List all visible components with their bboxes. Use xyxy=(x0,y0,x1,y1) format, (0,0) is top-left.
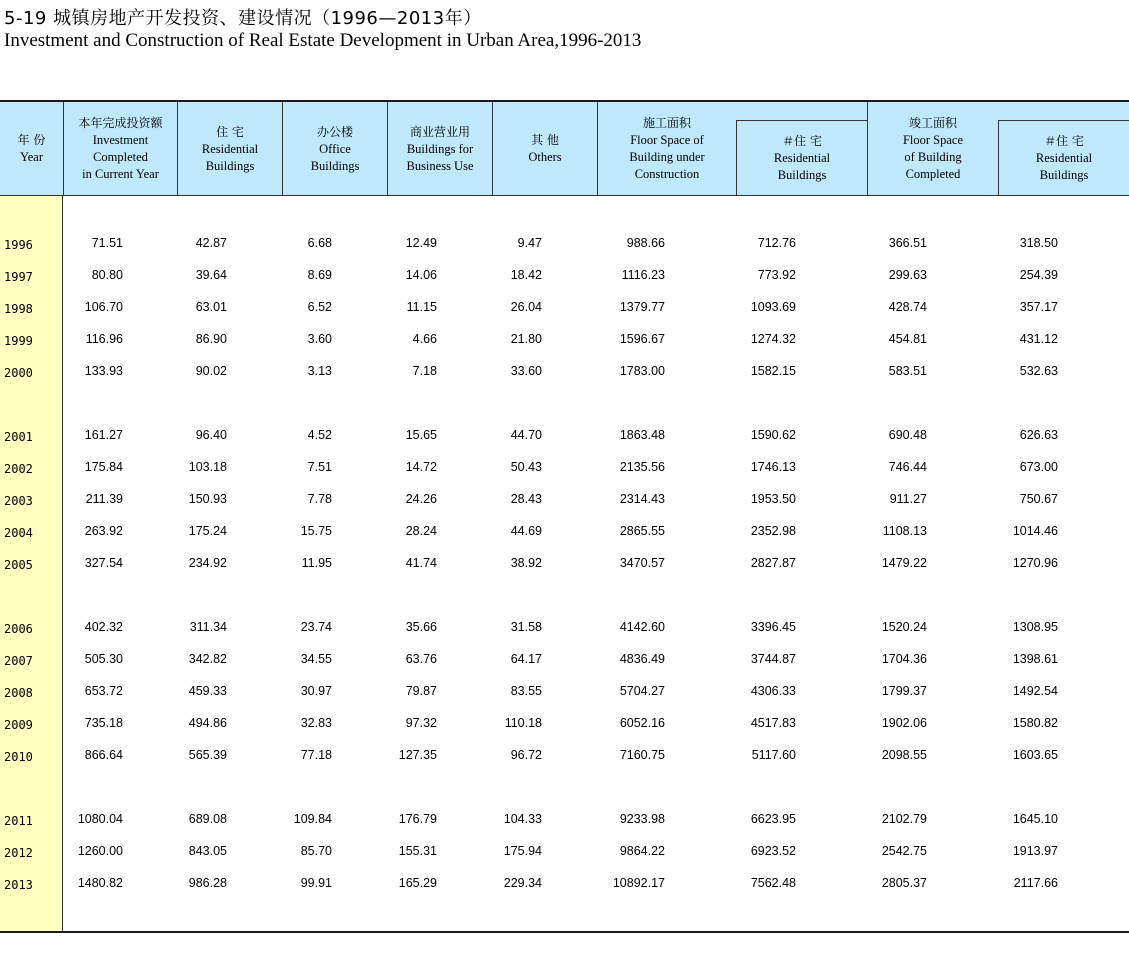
cell-value: 109.84 xyxy=(293,812,332,826)
cell-value: 357.17 xyxy=(1019,300,1058,314)
cell-value: 1093.69 xyxy=(750,300,796,314)
cell-value: 7.51 xyxy=(307,460,332,474)
cell-value: 8.69 xyxy=(307,268,332,282)
header-year-zh: 年 份 xyxy=(17,133,46,147)
cell-value: 5117.60 xyxy=(751,748,796,762)
cell-value: 12.49 xyxy=(405,236,437,250)
header-business xyxy=(387,102,492,196)
header-floor-under-en1: Floor Space of xyxy=(630,133,704,147)
cell-year: 1999 xyxy=(4,334,33,348)
cell-value: 311.34 xyxy=(189,620,227,634)
cell-value: 86.90 xyxy=(195,332,227,346)
cell-value: 4.52 xyxy=(307,428,332,442)
cell-value: 1704.36 xyxy=(881,652,927,666)
table-row xyxy=(0,324,1129,356)
cell-year: 2012 xyxy=(4,846,33,860)
cell-value: 505.30 xyxy=(84,652,123,666)
cell-value: 63.76 xyxy=(405,652,437,666)
header-office-en2: Buildings xyxy=(310,158,360,173)
cell-value: 318.50 xyxy=(1019,236,1058,250)
header-residential-en1: Residential xyxy=(201,141,259,156)
cell-value: 735.18 xyxy=(84,716,123,730)
cell-value: 1308.95 xyxy=(1012,620,1058,634)
header-floor-completed xyxy=(867,102,998,196)
cell-value: 454.81 xyxy=(888,332,927,346)
header-year-en: Year xyxy=(19,150,44,164)
cell-value: 6623.95 xyxy=(750,812,796,826)
cell-value: 653.72 xyxy=(84,684,123,698)
cell-year: 2000 xyxy=(4,366,33,380)
header-floor-under-construction xyxy=(597,102,736,196)
header-investment-en3: in Current Year xyxy=(82,167,159,181)
header-floor-under-en3: Construction xyxy=(634,167,700,181)
cell-value: 626.63 xyxy=(1019,428,1058,442)
cell-year: 1998 xyxy=(4,302,33,316)
cell-value: 34.55 xyxy=(300,652,332,666)
cell-value: 3744.87 xyxy=(750,652,796,666)
cell-value: 234.92 xyxy=(188,556,227,570)
cell-value: 127.35 xyxy=(398,748,437,762)
header-floor-under-res-en2: Buildings xyxy=(777,168,827,182)
cell-value: 6.68 xyxy=(307,236,332,250)
cell-value: 4306.33 xyxy=(750,684,796,698)
cell-value: 342.82 xyxy=(188,652,227,666)
cell-year: 2002 xyxy=(4,462,33,476)
cell-value: 1014.46 xyxy=(1012,524,1058,538)
cell-value: 773.92 xyxy=(757,268,796,282)
header-investment-en2: Completed xyxy=(93,150,148,164)
cell-value: 1590.62 xyxy=(750,428,796,442)
cell-year: 2013 xyxy=(4,878,33,892)
cell-value: 1479.22 xyxy=(881,556,927,570)
cell-value: 30.97 xyxy=(300,684,332,698)
cell-value: 3.60 xyxy=(307,332,332,346)
cell-value: 2352.98 xyxy=(750,524,796,538)
table-row xyxy=(0,804,1129,836)
cell-value: 38.92 xyxy=(510,556,542,570)
cell-value: 7.18 xyxy=(412,364,437,378)
cell-year: 1996 xyxy=(4,238,33,252)
cell-value: 2542.75 xyxy=(881,844,927,858)
header-business-en1: Buildings for xyxy=(406,141,474,156)
cell-value: 3.13 xyxy=(307,364,332,378)
cell-value: 64.17 xyxy=(510,652,542,666)
cell-value: 1603.65 xyxy=(1012,748,1058,762)
header-office-en1: Office xyxy=(319,141,351,156)
header-floor-completed-res-en2: Buildings xyxy=(1039,168,1089,182)
table-header xyxy=(0,100,1129,196)
cell-value: 9864.22 xyxy=(619,844,665,858)
cell-value: 1260.00 xyxy=(77,844,123,858)
header-floor-completed-en3: Completed xyxy=(905,167,961,181)
cell-value: 1863.48 xyxy=(619,428,665,442)
header-investment-zh: 本年完成投资额 xyxy=(78,116,163,130)
cell-value: 15.65 xyxy=(405,428,437,442)
cell-value: 6923.52 xyxy=(750,844,796,858)
cell-value: 99.91 xyxy=(300,876,332,890)
header-floor-under-en2: Building under xyxy=(629,150,705,164)
cell-value: 254.39 xyxy=(1019,268,1058,282)
cell-value: 39.64 xyxy=(195,268,227,282)
header-floor-under-res-en1: Residential xyxy=(773,151,831,165)
cell-value: 2102.79 xyxy=(881,812,927,826)
table-row xyxy=(0,740,1129,772)
cell-value: 44.69 xyxy=(510,524,542,538)
cell-year: 1997 xyxy=(4,270,33,284)
cell-value: 116.96 xyxy=(85,332,123,346)
cell-value: 14.72 xyxy=(405,460,437,474)
cell-value: 79.87 xyxy=(405,684,437,698)
table-title-chinese: 5-19 城镇房地产开发投资、建设情况（1996—2013年） xyxy=(4,8,482,29)
cell-value: 71.51 xyxy=(91,236,123,250)
cell-value: 97.32 xyxy=(405,716,437,730)
cell-value: 21.80 xyxy=(510,332,542,346)
cell-value: 229.34 xyxy=(503,876,542,890)
cell-value: 1108.13 xyxy=(882,524,927,538)
table-row xyxy=(0,484,1129,516)
cell-value: 1645.10 xyxy=(1012,812,1058,826)
cell-value: 175.24 xyxy=(188,524,227,538)
header-investment xyxy=(63,102,177,196)
cell-value: 6052.16 xyxy=(619,716,665,730)
cell-value: 6.52 xyxy=(307,300,332,314)
header-floor-completed-en2: of Building xyxy=(904,150,962,164)
cell-value: 327.54 xyxy=(84,556,123,570)
header-floor-completed-residential xyxy=(998,120,1129,196)
cell-value: 28.24 xyxy=(405,524,437,538)
cell-value: 103.18 xyxy=(188,460,227,474)
table-row xyxy=(0,516,1129,548)
cell-year: 2008 xyxy=(4,686,33,700)
cell-value: 1913.97 xyxy=(1012,844,1058,858)
cell-value: 10892.17 xyxy=(612,876,665,890)
cell-year: 2009 xyxy=(4,718,33,732)
cell-value: 150.93 xyxy=(188,492,227,506)
table-row xyxy=(0,868,1129,900)
cell-value: 7160.75 xyxy=(619,748,665,762)
header-floor-completed-zh: 竣工面积 xyxy=(908,116,957,130)
cell-year: 2006 xyxy=(4,622,33,636)
cell-value: 263.92 xyxy=(84,524,123,538)
cell-value: 110.18 xyxy=(504,716,542,730)
header-residential-zh: 住 宅 xyxy=(216,124,244,139)
cell-value: 63.01 xyxy=(195,300,227,314)
header-business-zh: 商业营业用 xyxy=(409,124,470,139)
cell-value: 165.29 xyxy=(398,876,437,890)
table-row xyxy=(0,836,1129,868)
cell-value: 1783.00 xyxy=(619,364,665,378)
cell-value: 988.66 xyxy=(626,236,665,250)
cell-value: 106.70 xyxy=(84,300,123,314)
cell-value: 14.06 xyxy=(405,268,437,282)
cell-value: 3470.57 xyxy=(619,556,665,570)
table-row xyxy=(0,260,1129,292)
cell-value: 28.43 xyxy=(510,492,542,506)
cell-value: 843.05 xyxy=(188,844,227,858)
cell-value: 1398.61 xyxy=(1012,652,1058,666)
cell-value: 176.79 xyxy=(398,812,437,826)
table-row xyxy=(0,420,1129,452)
cell-value: 7562.48 xyxy=(750,876,796,890)
cell-value: 1902.06 xyxy=(881,716,927,730)
cell-year: 2003 xyxy=(4,494,33,508)
cell-value: 1080.04 xyxy=(77,812,123,826)
cell-value: 80.80 xyxy=(91,268,123,282)
cell-value: 90.02 xyxy=(195,364,227,378)
cell-value: 4.66 xyxy=(412,332,437,346)
table-row xyxy=(0,228,1129,260)
cell-value: 750.67 xyxy=(1019,492,1058,506)
cell-value: 35.66 xyxy=(405,620,437,634)
cell-value: 431.12 xyxy=(1019,332,1058,346)
cell-value: 1270.96 xyxy=(1012,556,1058,570)
header-floor-completed-res-en1: Residential xyxy=(1035,151,1093,165)
cell-value: 175.94 xyxy=(503,844,542,858)
table-row xyxy=(0,708,1129,740)
cell-value: 4142.60 xyxy=(619,620,665,634)
cell-value: 96.40 xyxy=(195,428,227,442)
cell-value: 4836.49 xyxy=(619,652,665,666)
cell-value: 26.04 xyxy=(510,300,542,314)
cell-value: 746.44 xyxy=(888,460,927,474)
cell-value: 1746.13 xyxy=(750,460,796,474)
cell-value: 77.18 xyxy=(300,748,332,762)
header-others xyxy=(492,102,597,196)
header-floor-completed-en1: Floor Space xyxy=(902,133,964,147)
cell-value: 690.48 xyxy=(888,428,927,442)
cell-value: 2827.87 xyxy=(750,556,796,570)
cell-value: 41.74 xyxy=(405,556,437,570)
cell-value: 11.15 xyxy=(406,300,437,314)
cell-value: 1580.82 xyxy=(1012,716,1058,730)
cell-value: 2135.56 xyxy=(619,460,665,474)
cell-value: 96.72 xyxy=(510,748,542,762)
cell-value: 5704.27 xyxy=(619,684,665,698)
cell-value: 866.64 xyxy=(84,748,123,762)
cell-value: 85.70 xyxy=(300,844,332,858)
cell-value: 565.39 xyxy=(188,748,227,762)
header-floor-under-zh: 施工面积 xyxy=(642,116,691,130)
cell-value: 33.60 xyxy=(510,364,542,378)
cell-value: 211.39 xyxy=(85,492,123,506)
table-title-english: Investment and Construction of Real Estate Development in Urban Area,1996-2013 xyxy=(4,30,642,51)
cell-value: 428.74 xyxy=(888,300,927,314)
table-row xyxy=(0,676,1129,708)
cell-value: 50.43 xyxy=(510,460,542,474)
cell-value: 673.00 xyxy=(1019,460,1058,474)
header-office-zh: 办公楼 xyxy=(316,124,353,139)
cell-value: 1379.77 xyxy=(619,300,665,314)
cell-year: 2010 xyxy=(4,750,33,764)
cell-value: 911.27 xyxy=(889,492,927,506)
cell-value: 9233.98 xyxy=(619,812,665,826)
header-investment-en1: Investment xyxy=(92,133,149,147)
cell-value: 133.93 xyxy=(84,364,123,378)
header-others-en1: Others xyxy=(528,150,562,164)
cell-value: 18.42 xyxy=(510,268,542,282)
header-others-zh: 其 他 xyxy=(531,133,559,147)
header-business-en2: Business Use xyxy=(406,158,474,173)
cell-value: 23.74 xyxy=(300,620,332,634)
header-year xyxy=(0,102,63,196)
cell-value: 1520.24 xyxy=(881,620,927,634)
header-residential-en2: Buildings xyxy=(205,158,255,173)
cell-year: 2007 xyxy=(4,654,33,668)
cell-value: 7.78 xyxy=(307,492,332,506)
cell-value: 2314.43 xyxy=(619,492,665,506)
cell-value: 155.31 xyxy=(398,844,437,858)
cell-value: 1492.54 xyxy=(1012,684,1058,698)
cell-value: 583.51 xyxy=(888,364,927,378)
cell-value: 1116.23 xyxy=(621,268,665,282)
header-floor-under-residential xyxy=(736,120,867,196)
cell-value: 2098.55 xyxy=(881,748,927,762)
cell-value: 3396.45 xyxy=(750,620,796,634)
cell-value: 1582.15 xyxy=(750,364,796,378)
cell-value: 494.86 xyxy=(188,716,227,730)
cell-value: 104.33 xyxy=(503,812,542,826)
table-row xyxy=(0,452,1129,484)
cell-value: 1480.82 xyxy=(77,876,123,890)
cell-year: 2001 xyxy=(4,430,33,444)
cell-value: 24.26 xyxy=(405,492,437,506)
cell-value: 175.84 xyxy=(84,460,123,474)
cell-value: 42.87 xyxy=(195,236,227,250)
cell-value: 402.32 xyxy=(84,620,123,634)
cell-value: 299.63 xyxy=(888,268,927,282)
cell-value: 712.76 xyxy=(757,236,796,250)
cell-year: 2011 xyxy=(4,814,33,828)
cell-year: 2004 xyxy=(4,526,33,540)
table-row xyxy=(0,292,1129,324)
cell-value: 9.47 xyxy=(517,236,542,250)
cell-value: 161.27 xyxy=(84,428,123,442)
cell-value: 31.58 xyxy=(510,620,542,634)
cell-value: 4517.83 xyxy=(750,716,796,730)
header-floor-completed-res-zh: ＃住 宅 xyxy=(1044,134,1084,148)
cell-value: 44.70 xyxy=(510,428,542,442)
cell-value: 11.95 xyxy=(301,556,332,570)
cell-year: 2005 xyxy=(4,558,33,572)
cell-value: 15.75 xyxy=(300,524,332,538)
cell-value: 32.83 xyxy=(300,716,332,730)
header-office xyxy=(282,102,387,196)
cell-value: 1953.50 xyxy=(750,492,796,506)
cell-value: 986.28 xyxy=(188,876,227,890)
table-row xyxy=(0,644,1129,676)
cell-value: 1274.32 xyxy=(750,332,796,346)
cell-value: 1799.37 xyxy=(881,684,927,698)
cell-value: 2805.37 xyxy=(881,876,927,890)
header-floor-under-res-zh: ＃住 宅 xyxy=(782,134,822,148)
cell-value: 689.08 xyxy=(188,812,227,826)
cell-value: 2865.55 xyxy=(619,524,665,538)
cell-value: 532.63 xyxy=(1019,364,1058,378)
header-residential xyxy=(177,102,282,196)
cell-value: 1596.67 xyxy=(619,332,665,346)
cell-value: 366.51 xyxy=(888,236,927,250)
table-bottom-rule xyxy=(0,931,1129,933)
table-row xyxy=(0,612,1129,644)
cell-value: 459.33 xyxy=(188,684,227,698)
cell-value: 83.55 xyxy=(510,684,542,698)
table-row xyxy=(0,548,1129,580)
cell-value: 2117.66 xyxy=(1013,876,1058,890)
table-row xyxy=(0,356,1129,388)
